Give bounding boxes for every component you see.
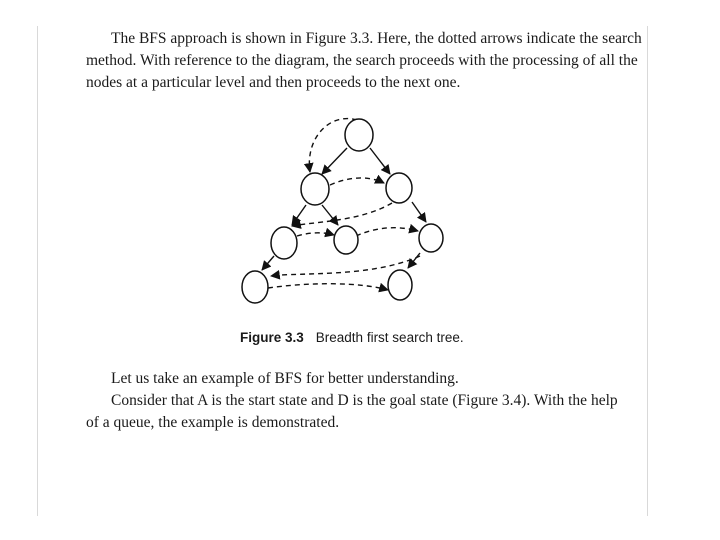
search-arrow	[268, 284, 388, 290]
text-line: The BFS approach is shown in Figure 3.3. Here, the dotted arrows indicate the search	[111, 30, 642, 47]
search-arrow	[297, 233, 334, 236]
tree-edge	[322, 148, 347, 174]
tree-edge	[292, 205, 306, 225]
tree-edge	[322, 205, 338, 225]
tree-node	[345, 119, 373, 151]
text-line: nodes at a particular level and then proceeds to the next one.	[86, 74, 461, 91]
tree-node	[419, 224, 443, 252]
tree-node	[301, 173, 329, 205]
tree-node	[242, 271, 268, 303]
search-arrow	[356, 228, 418, 236]
figure-label: Figure 3.3	[240, 330, 304, 345]
figure-caption-text: Breadth first search tree.	[315, 330, 464, 345]
text-line: method. With reference to the diagram, the search proceeds with the processing of all the	[86, 52, 638, 69]
tree-node	[271, 227, 297, 259]
tree-node	[388, 270, 412, 300]
tree-node	[386, 173, 412, 203]
search-arrow	[330, 178, 384, 185]
text-line: of a queue, the example is demonstrated.	[86, 414, 340, 431]
text-line: Let us take an example of BFS for better understanding.	[111, 370, 459, 387]
text-line: Consider that A is the start state and D is the goal state (Figure 3.4). With the help	[111, 392, 618, 409]
search-arrow	[292, 203, 392, 226]
tree-edge	[370, 148, 390, 174]
tree-edge	[412, 202, 426, 222]
tree-edge	[262, 256, 274, 270]
example-paragraph	[86, 368, 618, 434]
tree-node	[334, 226, 358, 254]
figure-caption	[240, 330, 480, 345]
